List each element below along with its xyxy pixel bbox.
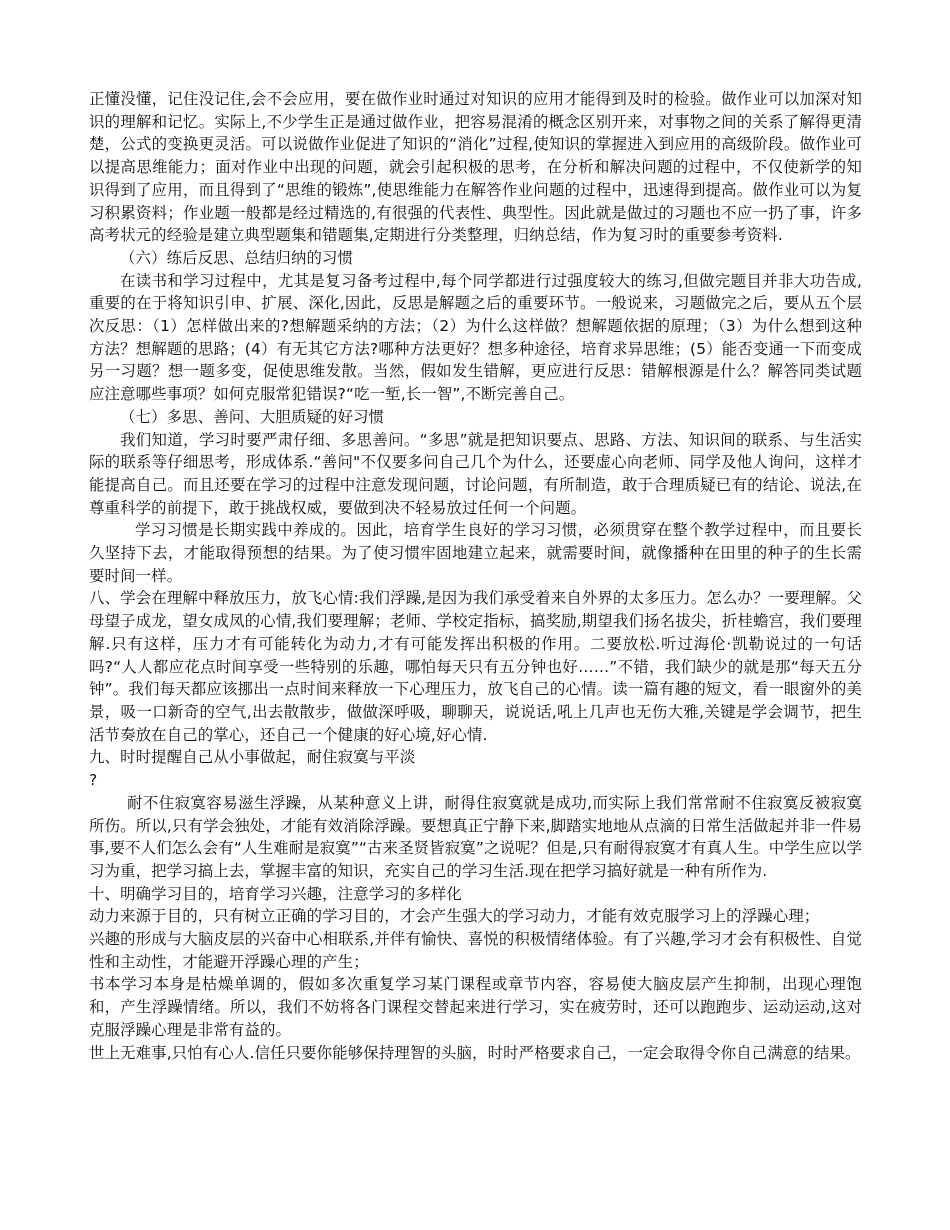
paragraph-questioning: 我们知道，学习时要严肃仔细、多思善问。“多思”就是把知识要点、思路、方法、知识间的联系、与生活实际的联系等仔细思考，形成体系.“善问"不仅要多问自己几个为什么，还要虚心向老师、同学及他人询问，这样才能提高自己。而且还要在学习的过程中注意发现问题，讨论问题，有所制造，敢于合理质疑已有的结论、说法,在尊重科学的前提下，敢于挑战权威，要做到决不轻易放过任何一个问题。 <box>89 430 862 517</box>
paragraph-motivation: 动力来源于目的，只有树立正确的学习目的，才会产生强大的学习动力，才能有效克服学习上的浮躁心理； <box>89 907 820 926</box>
paragraph-variety: 书本学习本身是枯燥单调的，假如多次重复学习某门课程或章节内容，容易使大脑皮层产生抑制，出现心理饱和，产生浮躁情绪。所以，我们不妨将各门课程交替起来进行学习，实在疲劳时，还可以跑跑步、运动运动,这对克服浮躁心理是非常有益的。 <box>89 975 862 1039</box>
paragraph-solitude: 耐不住寂寞容易滋生浮躁，从某种意义上讲，耐得住寂寞就是成功,而实际上我们常常耐不住寂寞反被寂寞所伤。所以,只有学会独处，才能有效消除浮躁。要想真正宁静下来,脚踏实地地从点滴的日常生活做起并非一件易事,要不人们怎么会有“人生难耐是寂寞”“古来圣贤皆寂寞”之说呢？但是,只有耐得寂寞才有真人生。中学生应以学习为重，把学习搞上去，掌握丰富的知识，充实自己的学习生活.现在把学习搞好就是一种有所作为. <box>89 793 862 880</box>
question-mark-line: ? <box>89 771 98 790</box>
heading-section-seven: （七）多思、善问、大胆质疑的好习惯 <box>120 407 385 426</box>
paragraph-interest: 兴趣的形成与大脑皮层的兴奋中心相联系,并伴有愉快、喜悦的积极情绪体验。有了兴趣,学习才会有积极性、自觉性和主动性，才能避开浮躁心理的产生； <box>89 930 862 971</box>
paragraph-section-eight: 八、学会在理解中释放压力，放飞心情:我们浮躁,是因为我们承受着来自外界的太多压力。怎么办？一要理解。父母望子成龙，望女成凤的心情,我们要理解；老师、学校定指标，搞奖励,期望我们扬名拔尖，折桂蟾宫，我们要理解.只有这样，压力才有可能转化为动力,才有可能发挥出积极的作用。二要放松.听过海伦·凯勒说过的一句话吗?“人人都应花点时间享受一些特别的乐趣，哪怕每天只有五分钟也好……”不错，我们缺少的就是那“每天五分钟”。我们每天都应该挪出一点时间来释放一下心理压力，放飞自己的心情。读一篇有趣的短文，看一眼窗外的美景，吸一口新奇的空气,出去散散步，做做深呼吸，聊聊天，说说话,吼上几声也无伤大雅,关键是学会调节，把生活节奏放在自己的掌心，还自己一个健康的好心境,好心情. <box>89 589 862 744</box>
paragraph-habit-summary: 学习习惯是长期实践中养成的。因此，培育学生良好的学习习惯，必须贯穿在整个教学过程中，而且要长久坚持下去，才能取得预想的结果。为了使习惯牢固地建立起来，就需要时间，就像播种在田里的种子的生长需要时间一样。 <box>89 521 862 585</box>
document-body <box>89 88 862 1064</box>
heading-section-nine: 九、时时提醒自己从小事做起，耐住寂寞与平淡 <box>89 748 416 767</box>
paragraph-conclusion: 世上无难事,只怕有心人.信任只要你能够保持理智的头脑，时时严格要求自己，一定会取得令你自己满意的结果。 <box>89 1043 861 1062</box>
heading-section-six: （六）练后反思、总结归纳的习惯 <box>120 248 354 267</box>
heading-section-ten: 十、明确学习目的，培育学习兴趣，注意学习的多样化 <box>89 884 462 903</box>
paragraph-reflection: 在读书和学习过程中，尤其是复习备考过程中,每个同学都进行过强度较大的练习,但做完题目并非大功告成,重要的在于将知识引申、扩展、深化,因此，反思是解题之后的重要环节。一般说来，习题做完之后，要从五个层次反思：（1）怎样做出来的?想解题采纳的方法；（2）为什么这样做？想解题依据的原理；（3）为什么想到这种方法？想解题的思路；(4）有无其它方法?哪种方法更好？想多种途径，培育求异思维；(5）能否变通一下而变成另一习题？想一题多变，促使思维发散。当然，假如发生错解，更应进行反思：错解根源是什么？解答同类试题应注意哪些事项？如何克服常犯错误?“吃一堑,长一智”,不断完善自己。 <box>89 271 862 404</box>
paragraph-homework-benefits: 正懂没懂，记住没记住,会不会应用，要在做作业时通过对知识的应用才能得到及时的检验。做作业可以加深对知识的理解和记忆。实际上,不少学生正是通过做作业，把容易混淆的概念区别开来，对事物之间的关系了解得更清楚，公式的变换更灵活。可以说做作业促进了知识的“消化”过程,使知识的掌握进入到应用的高级阶段。做作业可以提高思维能力；面对作业中出现的问题，就会引起积极的思考，在分析和解决问题的过程中，不仅使新学的知识得到了应用，而且得到了“思维的锻炼”,使思维能力在解答作业问题的过程中，迅速得到提高。做作业可以为复习积累资料；作业题一般都是经过精选的,有很强的代表性、典型性。因此就是做过的习题也不应一扔了事，许多高考状元的经验是建立典型题集和错题集,定期进行分类整理，归纳总结，作为复习时的重要参考资料. <box>89 90 862 245</box>
